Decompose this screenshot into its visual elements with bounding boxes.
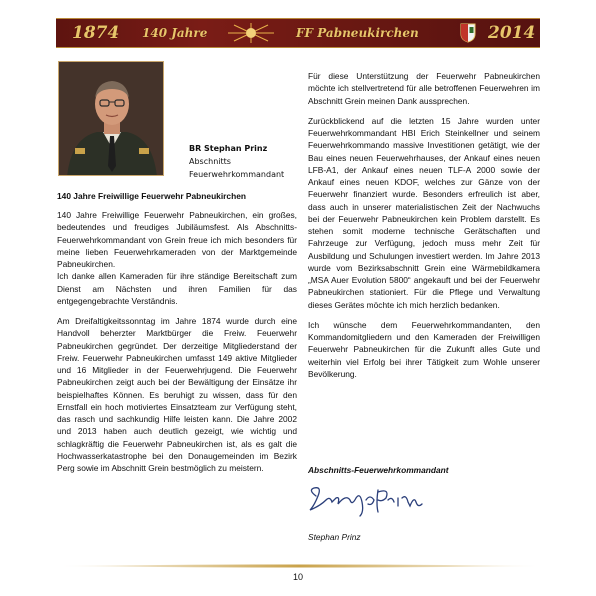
footer-rule bbox=[58, 564, 540, 568]
caption-name: BR Stephan Prinz bbox=[189, 144, 268, 153]
caption-role-line2: Feuerwehrkommandant bbox=[189, 170, 285, 179]
page-number: 10 bbox=[292, 572, 303, 582]
paragraph: Am Dreifaltigkeitssonntag im Jahre 1874 wurde durch eine Handvoll beherzter Marktbürger die Freiw. Feuerwehr Pabneukirchen gegründet. Der derzeitige Mitgliederstand der Freiw. Feuerwehr Pabneukirchen umfasst 149 aktive Mitglieder und 16 Mitglieder in der Feuerwehrjugend. Die Feuerwehr Pabneukirchen zeigt auch bei der Bewältigung der Einsätze ihr beispielhaftes Können. Es beruhigt zu wissen, dass für den Ernstfall ein hoch motiviertes Einsatzteam zur Verfügung steht, das rasch und sachkundig Hilfe leisten kann. Die Jahre 2002 und 2013 haben auch deutlich gezeigt, wie wichtig und schlagkräftig die Feuerwehr Pabneukirchen ist, als es galt die Hochwasserkatastrophe bei den Donaugemeinden im Bezirk Perg sowie im Abschnitt Grein bestmöglich zu meistern. bbox=[57, 316, 297, 473]
paragraph: Ich wünsche dem Feuerwehrkommandanten, den Kommandomitgliedern und den Kameraden der Freiwilligen Feuerwehr Pabneukirchen für die Zukunft alles Gute und weiterhin viel Erfolg bei ihrer Tätigkeit zum Wohle unserer Bevölkerung. bbox=[308, 319, 540, 379]
paragraph: Für diese Unterstützung der Feuerwehr Pabneukirchen möchte ich stellvertretend für alle betroffenen Feuerwehren im Abschnitt Grein meinen Dank aussprechen. bbox=[308, 71, 540, 106]
signature-name: Stephan Prinz bbox=[308, 532, 361, 542]
paragraph: Ich danke allen Kameraden für ihre ständige Bereitschaft zum Dienst am Nächsten und ihren Familien für das entgegengebrachte Verständnis. bbox=[57, 271, 297, 306]
banner-organisation: FF Pabneukirchen bbox=[296, 26, 419, 40]
sunburst-icon bbox=[226, 22, 276, 44]
article-heading: 140 Jahre Freiwillige Feuerwehr Pabneukirchen bbox=[57, 191, 246, 201]
portrait-photo bbox=[58, 61, 164, 176]
banner-year-start: 1874 bbox=[72, 23, 120, 43]
banner-anniversary: 140 Jahre bbox=[142, 26, 208, 40]
left-column bbox=[57, 209, 297, 482]
coat-of-arms-icon bbox=[460, 23, 476, 43]
caption-role-line1: Abschnitts bbox=[189, 157, 231, 166]
banner-year-end: 2014 bbox=[488, 23, 536, 43]
paragraph: Zurückblickend auf die letzten 15 Jahre wurden unter Feuerwehrkommandant HBI Erich Steinkellner und seinem Feuerwehrkommando massive Investitionen getätigt, wie der Bau eines neuen Feuerwehrhauses, der Ankauf eines neuen LFB-A1, der Ankauf eines neuen TLF-A 2000 sowie der Ankauf eines neuen KDOF, welches zur Gänze von der Feuerwehr finanziert wurde. Besonders erfreulich ist aber, dass auch in unserer materialistischen Zeit der Nachwuchs bei der Feuerwehr Pabneukirchen kein Problem darstellt. Es stehen somit moderne technische Gerätschaften und Fahrzeuge zur Verfügung, jedoch muss mehr Zeit für Ausbildung und Schulungen investiert werden. Im Jahre 2013 wurde vom Bezirksabschnitt Grein eine Wärmebildkamera „MSA Auer Evolution 5800“ angekauft und bei der Feuerwehr Pabneukirchen stationiert. Für die Pflege und Verwaltung dieses Gerätes möchte ich mich herzlich bedanken. bbox=[308, 115, 540, 310]
paragraph: 140 Jahre Freiwillige Feuerwehr Pabneukirchen, ein großes, bedeutendes und freudiges Jubiläumsfest. Als Abschnitts-Feuerwehrkommandant von Grein freue ich mich besonders für meine lieben Feuerwehrkameraden von der Marktgemeinde Pabneukirchen. bbox=[57, 210, 297, 269]
signature-role: Abschnitts-Feuerwehrkommandant bbox=[308, 465, 449, 475]
handwritten-signature bbox=[306, 484, 424, 520]
header-banner bbox=[56, 18, 540, 48]
right-column bbox=[308, 70, 540, 388]
